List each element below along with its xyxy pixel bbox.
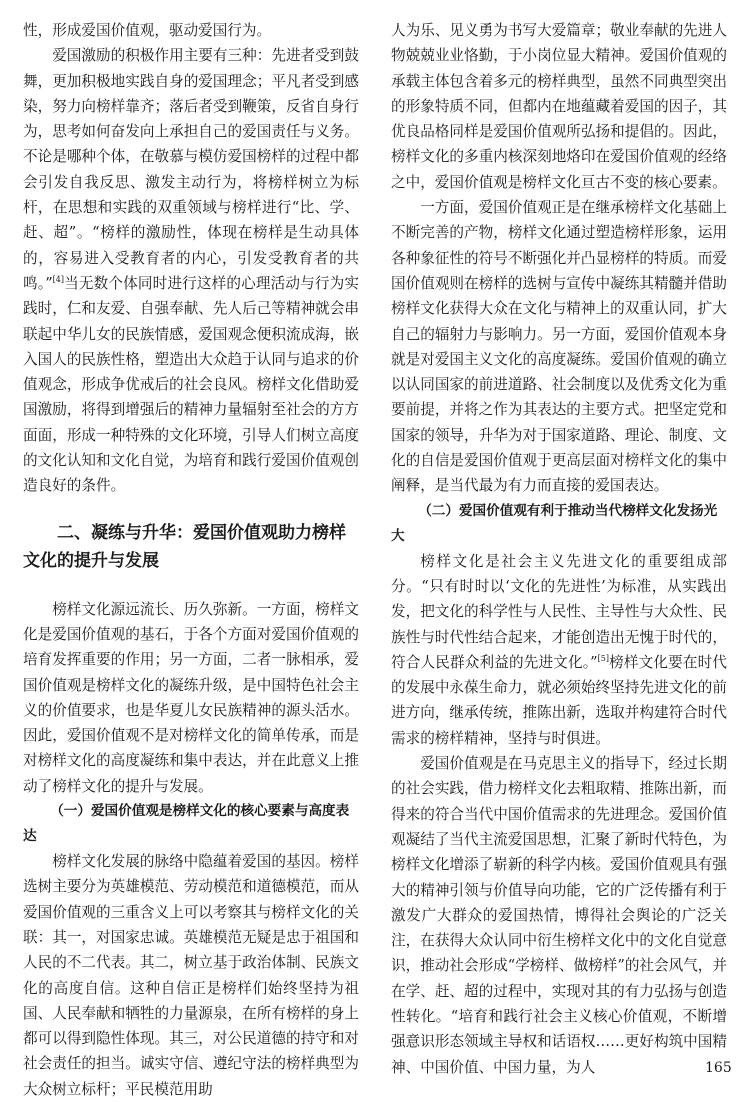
right-column [391, 18, 727, 1080]
paragraph: 一方面，爱国价值观正是在继承榜样文化基础上不断完善的产物，榜样文化通过塑造榜样形象，运用各种象征性的符号不断强化并凸显榜样的特质。而爱国价值观则在榜样的选树与宣传中凝练其精髓并借助榜样文化获得大众在文化与精神上的双重认同，扩大自己的辐射力与影响力。另一方面，爱国价值观本身就是对爱国主义文化的高度凝练。爱国价值观的确立以认同国家的前进道路、社会制度以及优秀文化为重要前提，并将之作为其表达的主要方式。把坚定党和国家的领导，升华为对于国家道路、理论、制度、文化的自信是爱国价值观于更高层面对榜样文化的集中阐释，是当代最为有力而直接的爱国表达。 [391, 199, 727, 495]
paragraph: 榜样文化发展的脉络中隐蕴着爱国的基因。榜样选树主要分为英雄模范、劳动模范和道德模范，而从爱国价值观的三重含义上可以考察其与榜样文化的关联：其一，对国家忠诚。英雄模范无疑是忠于祖国和人民的不二代表。其二，树立基于政治体制、民族文化的高度自信。这种自信正是榜样们始终坚持为祖国、人民奉献和牺牲的力量源泉，在所有榜样的身上都可以得到隐性体现。其三，对公民道德的持守和对社会责任的担当。诚实守信、遵纪守法的榜样典型为大众树立标杆；平民模范用助 [23, 853, 359, 1098]
paragraph [23, 43, 359, 498]
paragraph-text: 当无数个体同时进行这样的心理活动与行为实践时，仁和友爱、自强奉献、先人后己等精神就会串联起中华儿女的民族情感，爱国观念便积流成海，嵌入国人的民族性格，塑造出大众趋于认同与追求的价值观念，形成争优戒后的社会良风。榜样文化借助爱国激励，将得到增强后的精神力量辐射至社会的方方面面，形成一种特殊的文化环境，引导人们树立高度的文化认知和文化自觉，为培育和践行爱国价值观创造良好的条件。 [23, 274, 359, 495]
paragraph: 性，形成爱国价值观，驱动爱国行为。 [23, 22, 272, 39]
page-number: 165 [705, 1060, 732, 1076]
paragraph [391, 549, 727, 751]
section-heading: 二、凝练与升华：爱国价值观助力榜样文化的提升与发展 [23, 522, 346, 571]
left-column [23, 18, 359, 1102]
subsection-heading: （二）爱国价值观有利于推动当代榜样文化发扬光大 [391, 502, 718, 544]
citation-ref: [5] [597, 653, 609, 663]
subsection-heading: （一）爱国价值观是榜样文化的核心要素与高度表达 [23, 803, 350, 845]
paragraph: 榜样文化源远流长、历久弥新。一方面，榜样文化是爱国价值观的基石，于各个方面对爱国价值观的培育发挥重要的作用；另一方面，二者一脉相承，爱国价值观是榜样文化的凝练升级，是中国特色社会主义的价值要求，也是华夏儿女民族精神的源头活水。因此，爱国价值观不是对榜样文化的简单传承，而是对榜样文化的高度凝练和集中表达，并在此意义上推动了榜样文化的提升与发展。 [23, 600, 359, 795]
paragraph: 人为乐、见义勇为书写大爱篇章；敬业奉献的先进人物兢兢业业恪勤，于小岗位显大精神。爱国价值观的承载主体包含着多元的榜样典型，虽然不同典型突出的形象特质不同，但都内在地蕴藏着爱国的因子，其优良品格同样是爱国价值观所弘扬和提倡的。因此，榜样文化的多重内核深刻地烙印在爱国价值观的经络之中，爱国价值观是榜样文化亘古不变的核心要素。 [391, 22, 727, 191]
paragraph-text: 爱国激励的积极作用主要有三种：先进者受到鼓舞，更加积极地实践自身的爱国理念；平凡者受到感染，努力向榜样靠齐；落后者受到鞭策，反省自身行为，思考如何奋发向上承担自己的爱国责任与义务。不论是哪种个体，在敬慕与模仿爱国榜样的过程中都会引发自我反思、激发主动行为，将榜样树立为标杆，在思想和实践的双重领域与榜样进行“比、学、赶、超”。“榜样的激励性，体现在榜样是生动具体的，容易进入受教育者的内心，引发受教育者的共鸣。” [23, 47, 359, 292]
citation-ref: [4] [52, 275, 65, 285]
paragraph-text: 榜样文化是社会主义先进文化的重要组成部分。“只有时时以‘文化的先进性’为标准，从实践出发，把文化的科学性与人民性、主导性与大众性、民族性与时代性结合起来，才能创造出无愧于时代的，符合人民群众利益的先进文化。” [391, 552, 727, 671]
paragraph: 爱国价值观是在马克思主义的指导下，经过长期的社会实践，借力榜样文化去粗取精、推陈出新，而得来的符合当代中国价值需求的先进理念。爱国价值观凝结了当代主流爱国思想，汇聚了新时代特色，为榜样文化增添了崭新的科学内核。爱国价值观具有强大的精神引领与价值导向功能，它的广泛传播有利于激发广大群众的爱国热情，博得社会舆论的广泛关注，在获得大众认同中衍生榜样文化中的文化自觉意识，推动社会形成“学榜样、做榜样”的社会风气，并在学、赶、超的过程中，实现对其的有力弘扬与创造性转化。“培育和践行社会主义核心价值观，不断增强意识形态领域主导权和话语权……更好构筑中国精神、中国价值、中国力量，为人 [391, 755, 727, 1076]
paragraph-text: 榜样文化要在时代的发展中永葆生命力，就必须始终坚持先进文化的前进方向，继承传统，推陈出新，选取并构建符合时代需求的榜样精神，坚持与时俱进。 [391, 653, 727, 747]
